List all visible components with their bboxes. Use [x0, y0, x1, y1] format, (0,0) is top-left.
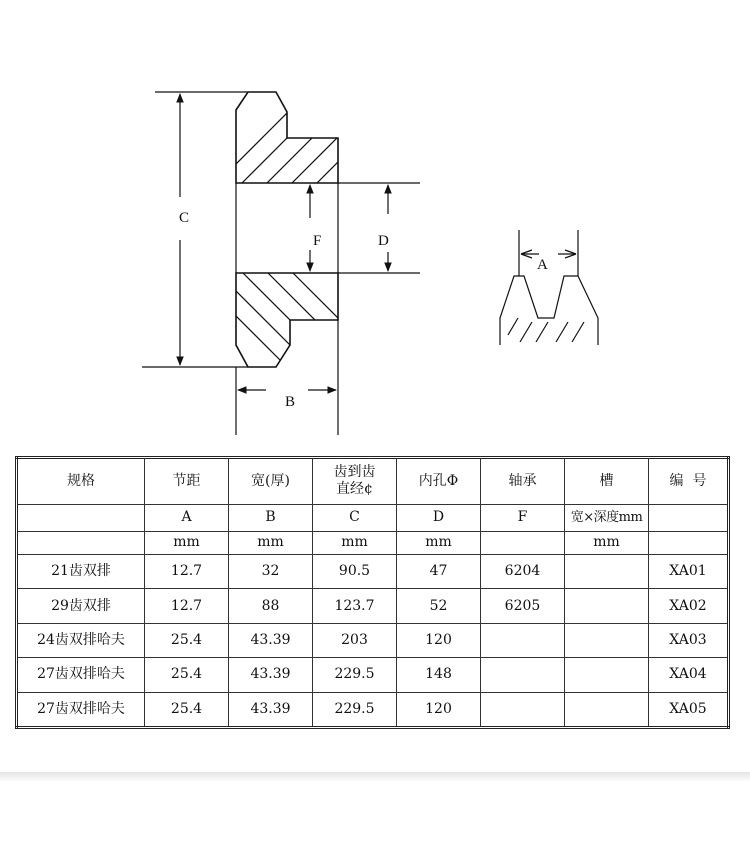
- unit-cell: mm: [145, 531, 229, 554]
- unit-cell: mm: [397, 531, 481, 554]
- label-a: A: [537, 257, 548, 273]
- header-row-units: [17, 531, 729, 554]
- cell-pitch: 25.4: [145, 623, 229, 657]
- cell-bore: 120: [397, 623, 481, 657]
- dimension-c: [142, 92, 248, 367]
- table-row: [17, 623, 729, 657]
- symbol-cell: [17, 504, 145, 531]
- label-f: F: [313, 233, 322, 249]
- unit-cell: mm: [313, 531, 397, 554]
- symbol-cell: F: [481, 504, 565, 531]
- header-pitch: 节距: [145, 458, 229, 505]
- header-row-labels: [17, 458, 729, 505]
- lower-section: [170, 250, 390, 370]
- symbol-cell: A: [145, 504, 229, 531]
- cell-bearing: 6205: [481, 589, 565, 623]
- cell-code: XA02: [649, 589, 729, 623]
- cell-pitch: 25.4: [145, 692, 229, 727]
- symbol-cell: 宽×深度mm: [565, 504, 649, 531]
- cell-pitch: 12.7: [145, 589, 229, 623]
- header-row-symbols: [17, 504, 729, 531]
- cell-diameter: 229.5: [313, 658, 397, 692]
- bottom-divider: [0, 772, 750, 782]
- cell-diameter: 90.5: [313, 555, 397, 589]
- symbol-cell: C: [313, 504, 397, 531]
- cell-bearing: [481, 623, 565, 657]
- dimension-b: [236, 320, 338, 435]
- table-row: [17, 658, 729, 692]
- symbol-cell: [649, 504, 729, 531]
- unit-cell: mm: [565, 531, 649, 554]
- cell-spec: 29齿双排: [17, 589, 145, 623]
- unit-cell: [649, 531, 729, 554]
- cell-bore: 120: [397, 692, 481, 727]
- cell-groove: [565, 555, 649, 589]
- cell-diameter: 203: [313, 623, 397, 657]
- cell-groove: [565, 589, 649, 623]
- cell-spec: 21齿双排: [17, 555, 145, 589]
- cell-pitch: 12.7: [145, 555, 229, 589]
- cell-code: XA03: [649, 623, 729, 657]
- header-bearing: 轴承: [481, 458, 565, 505]
- cell-groove: [565, 692, 649, 727]
- cell-width: 32: [229, 555, 313, 589]
- cell-spec: 27齿双排哈夫: [17, 658, 145, 692]
- tooth-profile-diagram: [500, 230, 598, 345]
- symbol-cell: D: [397, 504, 481, 531]
- table-row: [17, 555, 729, 589]
- cell-width: 43.39: [229, 623, 313, 657]
- cell-width: 43.39: [229, 692, 313, 727]
- upper-section: [200, 80, 420, 200]
- cell-bore: 148: [397, 658, 481, 692]
- spec-table: [15, 456, 730, 729]
- cell-diameter: 229.5: [313, 692, 397, 727]
- header-width: 宽(厚): [229, 458, 313, 505]
- label-d: D: [378, 233, 389, 249]
- cell-bearing: [481, 692, 565, 727]
- cell-code: XA05: [649, 692, 729, 727]
- header-groove: 槽: [565, 458, 649, 505]
- cell-pitch: 25.4: [145, 658, 229, 692]
- cell-bearing: [481, 658, 565, 692]
- label-b: B: [285, 394, 296, 410]
- cell-width: 43.39: [229, 658, 313, 692]
- cell-spec: 27齿双排哈夫: [17, 692, 145, 727]
- unit-cell: [17, 531, 145, 554]
- table-row: [17, 692, 729, 727]
- symbol-cell: B: [229, 504, 313, 531]
- header-code: 编 号: [649, 458, 729, 505]
- cell-code: XA04: [649, 658, 729, 692]
- label-c: C: [179, 210, 190, 226]
- header-tip-diameter: 齿到齿 直经¢: [313, 458, 397, 505]
- bore-lines: [236, 183, 420, 273]
- header-spec: 规格: [17, 458, 145, 505]
- header-bore: 内孔Φ: [397, 458, 481, 505]
- unit-cell: mm: [229, 531, 313, 554]
- cell-bore: 52: [397, 589, 481, 623]
- cell-code: XA01: [649, 555, 729, 589]
- cell-groove: [565, 623, 649, 657]
- table-row: [17, 589, 729, 623]
- cell-diameter: 123.7: [313, 589, 397, 623]
- cell-spec: 24齿双排哈夫: [17, 623, 145, 657]
- cell-bore: 47: [397, 555, 481, 589]
- cell-width: 88: [229, 589, 313, 623]
- cell-bearing: 6204: [481, 555, 565, 589]
- cell-groove: [565, 658, 649, 692]
- unit-cell: [481, 531, 565, 554]
